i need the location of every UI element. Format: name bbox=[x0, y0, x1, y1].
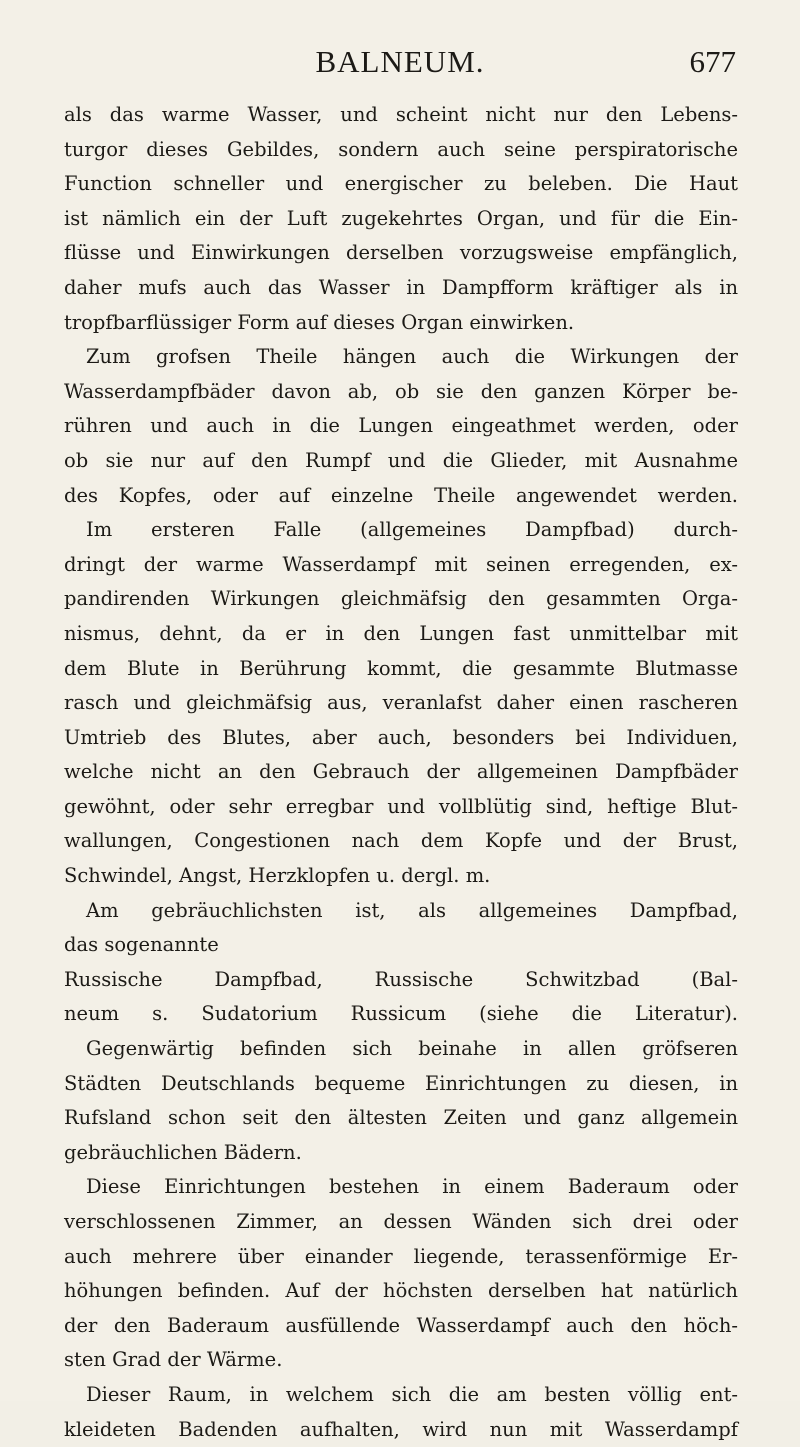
text-line: als das warme Wasser, und scheint nicht nur den Lebens- bbox=[64, 103, 738, 126]
text-line: pandirenden Wirkungen gleichmäfsig den gesammten Orga- bbox=[64, 587, 738, 611]
text-line: höhungen befinden. Auf der höchsten derselben hat natürlich bbox=[64, 1279, 738, 1303]
text-line: Zum grofsen Theile hängen auch die Wirkungen der bbox=[86, 345, 738, 369]
text-line: Russische Dampfbad, Russische Schwitzbad (Bal- bbox=[64, 967, 738, 991]
text-line: dem Blute in Berührung kommt, die gesammte Blutmasse bbox=[64, 656, 738, 680]
text-line: Umtrieb des Blutes, aber auch, besonders bei Individuen, bbox=[64, 725, 738, 749]
text-line: Schwindel, Angst, Herzklopfen u. dergl. m. bbox=[64, 864, 491, 888]
running-title: BALNEUM. bbox=[315, 44, 485, 79]
text-line: Wasserdampfbäder davon ab, ob sie den ganzen Körper be- bbox=[64, 379, 738, 403]
text-line: nismus, dehnt, da er in den Lungen fast unmittelbar mit bbox=[64, 621, 738, 645]
text-line: rühren und auch in die Lungen eingeathmet werden, oder bbox=[64, 414, 738, 438]
text-line: welche nicht an den Gebrauch der allgemeinen Dampfbäder bbox=[64, 760, 738, 784]
text-line: Rufsland schon seit den ältesten Zeiten und ganz allgemein bbox=[64, 1106, 738, 1130]
text-line: gebräuchlichen Bädern. bbox=[64, 1140, 302, 1164]
text-line: Gegenwärtig befinden sich beinahe in allen gröfseren bbox=[86, 1037, 738, 1061]
text-line: dringt der warme Wasserdampf mit seinen erregenden, ex- bbox=[64, 552, 738, 576]
text-line: verschlossenen Zimmer, an dessen Wänden sich drei oder bbox=[64, 1210, 738, 1233]
text-line: Im ersteren Falle (allgemeines Dampfbad) durch- bbox=[86, 518, 738, 542]
text-line: wallungen, Congestionen nach dem Kopfe und der Brust, bbox=[64, 829, 738, 853]
page-header bbox=[0, 44, 800, 84]
text-line: des Kopfes, oder auf einzelne Theile angewendet werden. bbox=[64, 483, 738, 507]
text-line: kleideten Badenden aufhalten, wird nun mit Wasserdampf bbox=[64, 1417, 738, 1441]
text-line: auch mehrere über einander liegende, terassenförmige Er- bbox=[64, 1244, 738, 1268]
text-line: Am gebräuchlichsten ist, als allgemeines Dampfbad, bbox=[86, 898, 738, 922]
text-line: turgor dieses Gebildes, sondern auch seine perspiratorische bbox=[64, 137, 738, 161]
text-line: flüsse und Einwirkungen derselben vorzugsweise empfänglich, bbox=[64, 241, 738, 265]
text-line: tropfbarflüssiger Form auf dieses Organ einwirken. bbox=[64, 310, 575, 334]
text-line: daher mufs auch das Wasser in Dampfform kräftiger als in bbox=[64, 275, 738, 299]
text-line: ist nämlich ein der Luft zugekehrtes Organ, und für die Ein- bbox=[64, 206, 738, 230]
text-line: das sogenannte bbox=[64, 933, 219, 957]
text-line: rasch und gleichmäfsig aus, veranlafst daher einen rascheren bbox=[64, 691, 738, 715]
body-text bbox=[64, 98, 738, 1447]
text-line: Diese Einrichtungen bestehen in einem Baderaum oder bbox=[86, 1175, 738, 1199]
text-line: der den Baderaum ausfüllende Wasserdampf auch den höch- bbox=[64, 1313, 738, 1337]
text-line: Function schneller und energischer zu beleben. Die Haut bbox=[64, 172, 738, 196]
page-number: 677 bbox=[689, 44, 736, 79]
text-line: sten Grad der Wärme. bbox=[64, 1348, 283, 1372]
text-line: neum s. Sudatorium Russicum (siehe die Literatur). bbox=[64, 1002, 738, 1026]
text-line: Städten Deutschlands bequeme Einrichtungen zu diesen, in bbox=[64, 1071, 738, 1095]
text-line: Dieser Raum, in welchem sich die am besten völlig ent- bbox=[86, 1382, 738, 1406]
text-line: gewöhnt, oder sehr erregbar und vollblütig sind, heftige Blut- bbox=[64, 794, 738, 818]
text-line: ob sie nur auf den Rumpf und die Glieder, mit Ausnahme bbox=[64, 448, 738, 472]
